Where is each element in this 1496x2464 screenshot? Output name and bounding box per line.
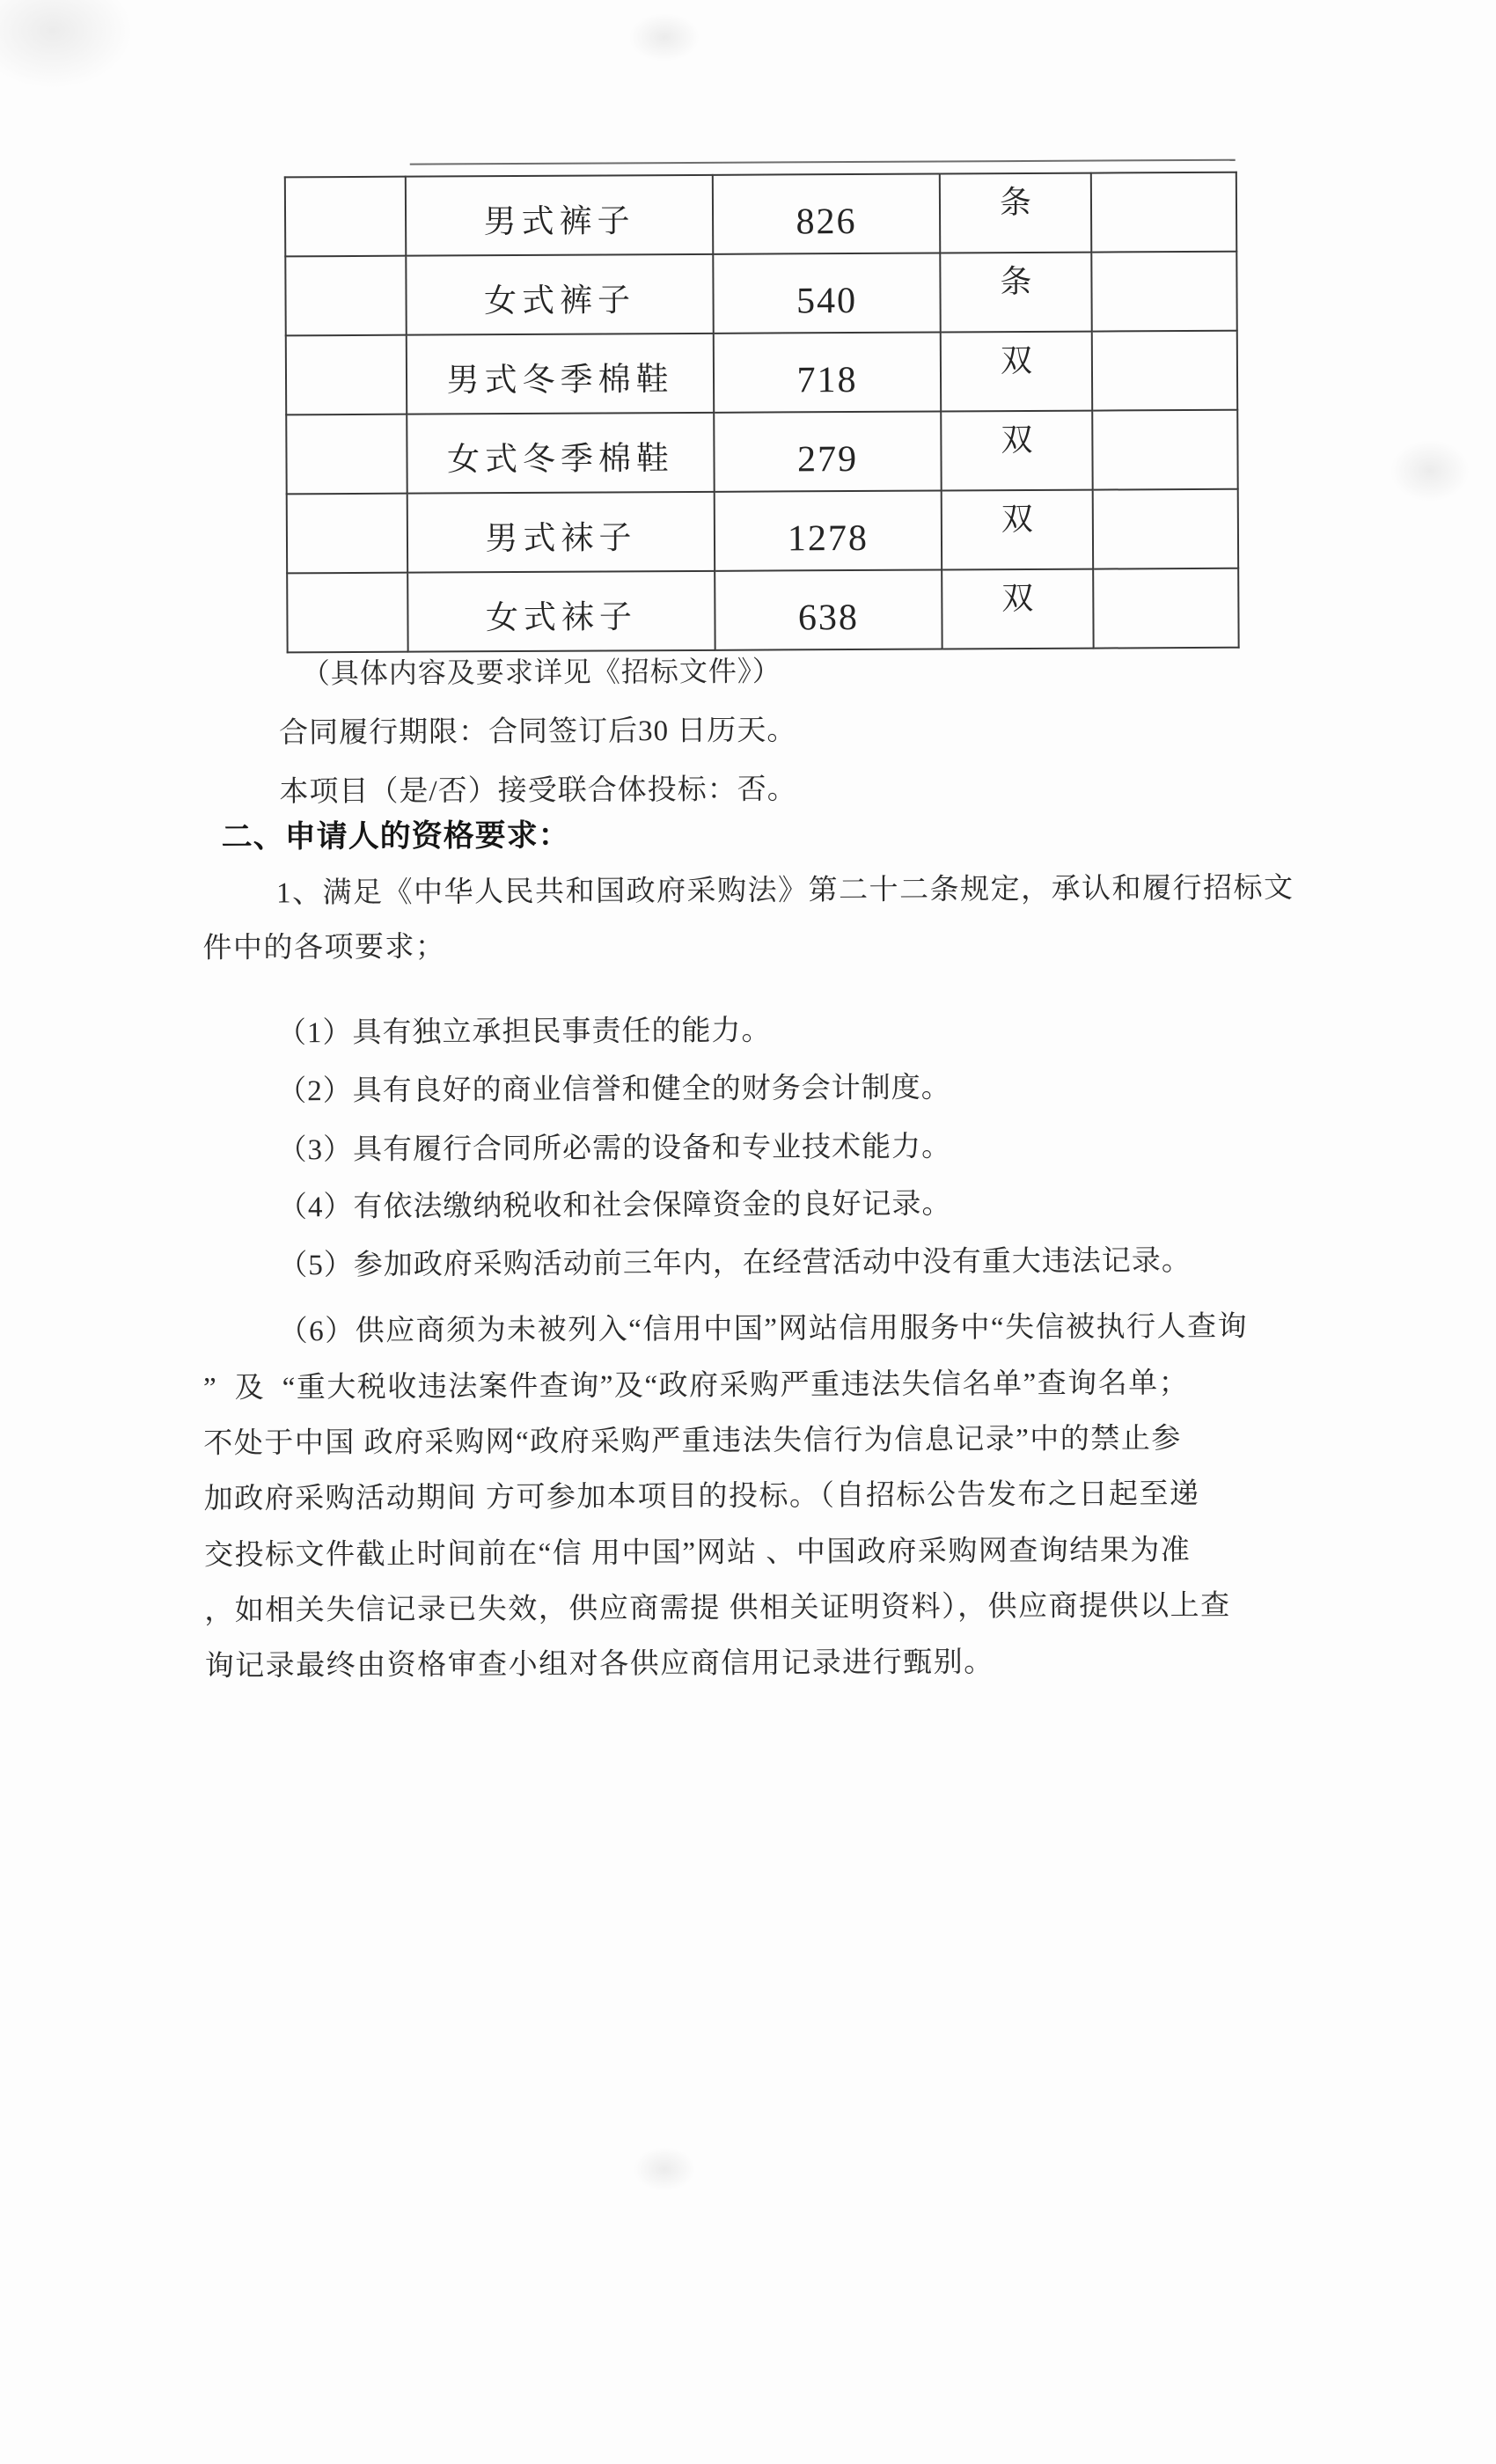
empty-cell <box>1093 568 1238 649</box>
empty-cell <box>1091 172 1236 253</box>
qualification-item-6-line-3: 不处于中国 政府采购网“政府采购严重违法失信行为信息记录”中的禁止参 <box>203 1423 1182 1460</box>
unit-cell <box>941 411 1092 491</box>
section-heading: 二、申请人的资格要求： <box>221 818 570 854</box>
item-name: 女式裤子 <box>483 282 636 320</box>
item-name: 女式袜子 <box>485 599 638 637</box>
empty-cell <box>1092 410 1237 490</box>
unit-cell <box>942 569 1093 649</box>
table-row <box>287 489 1238 574</box>
item-quantity: 718 <box>796 359 858 401</box>
qualification-item-6-line-2: ” 及 “重大税收违法案件查询”及“政府采购严重违法失信名单”查询名单； <box>202 1368 1190 1404</box>
unit-cell <box>940 173 1091 253</box>
qualification-item-4: （4）有依法缴纳税收和社会保障资金的良好记录。 <box>277 1188 952 1224</box>
item-quantity: 1278 <box>787 517 869 560</box>
table-row <box>286 410 1237 495</box>
quantity-cell <box>713 173 940 253</box>
empty-cell <box>1093 489 1238 569</box>
quantity-cell <box>715 569 942 649</box>
item-name-cell <box>406 254 713 335</box>
unit-cell <box>941 332 1092 412</box>
empty-cell <box>286 414 407 495</box>
item-quantity: 638 <box>797 597 860 639</box>
qualification-item-6-line-4: 加政府采购活动期间 方可参加本项目的投标。（自招标公告发布之日起至递 <box>203 1478 1200 1515</box>
item-name-cell <box>406 175 713 256</box>
item-name: 女式冬季棉鞋 <box>446 441 675 479</box>
quantity-cell <box>713 253 940 333</box>
qualification-item-2: （2）具有良好的商业信誉和健全的财务会计制度。 <box>277 1072 951 1108</box>
empty-cell <box>285 256 406 336</box>
item-quantity: 540 <box>796 280 858 322</box>
item-unit: 双 <box>1000 342 1033 378</box>
item-name: 男式裤子 <box>483 203 635 241</box>
item-unit: 双 <box>1001 422 1033 458</box>
item-unit: 双 <box>1001 501 1033 537</box>
qualification-item-6-line-1: （6）供应商须为未被列入“信用中国”网站信用服务中“失信被执行人查询 <box>278 1310 1249 1348</box>
item-name: 男式冬季棉鞋 <box>446 362 674 400</box>
qualification-item-6-line-5: 交投标文件截止时间前在“信 用中国”网站 、中国政府采购网查询结果为准 <box>203 1535 1192 1572</box>
item-name-cell <box>407 334 714 414</box>
scan-artifact-line <box>410 159 1236 165</box>
item-unit: 双 <box>1001 580 1034 616</box>
unit-cell <box>942 490 1093 570</box>
qualification-item-6-line-6: ，如相关失信记录已失效，供应商需提 供相关证明资料），供应商提供以上查 <box>204 1589 1231 1627</box>
table-row <box>286 331 1237 415</box>
empty-cell <box>1092 331 1237 411</box>
qualification-item-6-line-7: 询记录最终由资格审查小组对各供应商信用记录进行甄别。 <box>204 1646 994 1683</box>
empty-cell <box>1091 252 1236 332</box>
item-unit: 条 <box>1000 263 1032 299</box>
note-line: （具体内容及要求详见《招标文件》） <box>301 655 781 690</box>
item-unit: 条 <box>999 184 1032 220</box>
table-row <box>285 252 1236 336</box>
table-row <box>285 172 1236 257</box>
qualification-item-3: （3）具有履行合同所必需的设备和专业技术能力。 <box>277 1131 952 1167</box>
para1-line-1: 1、满足《中华人民共和国政府采购法》第二十二条规定，承认和履行招标文 <box>275 872 1294 910</box>
item-name-cell <box>407 492 715 573</box>
qualification-item-5: （5）参加政府采购活动前三年内，在经营活动中没有重大违法记录。 <box>278 1245 1192 1282</box>
item-name-cell <box>407 571 715 652</box>
quantity-cell <box>714 411 941 491</box>
item-name-cell <box>407 413 714 494</box>
empty-cell <box>285 177 406 257</box>
qualification-item-1: （1）具有独立承担民事责任的能力。 <box>276 1015 772 1050</box>
empty-cell <box>286 335 407 415</box>
item-name: 男式袜子 <box>485 520 637 558</box>
procurement-items-table <box>284 172 1240 654</box>
empty-cell <box>287 494 407 574</box>
para1-line-2: 件中的各项要求； <box>202 931 446 964</box>
quantity-cell <box>715 490 942 570</box>
unit-cell <box>940 253 1091 333</box>
table-row <box>287 568 1238 653</box>
item-quantity: 826 <box>796 201 857 243</box>
quantity-cell <box>714 332 941 412</box>
contract-period-line: 合同履行期限：合同签订后30 日历天。 <box>279 715 797 750</box>
item-quantity: 279 <box>796 438 859 480</box>
empty-cell <box>287 573 407 653</box>
joint-bid-line: 本项目（是/否）接受联合体投标：否。 <box>279 774 797 809</box>
